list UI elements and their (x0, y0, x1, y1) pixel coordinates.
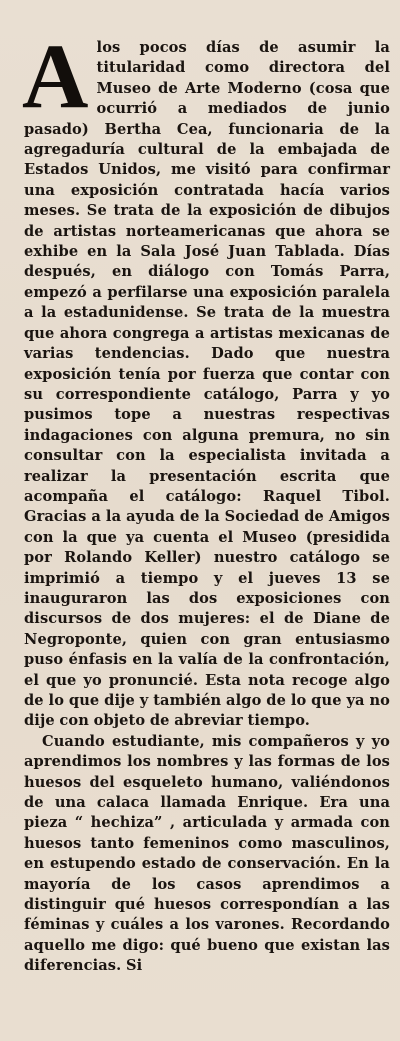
article-paragraph-2 (24, 732, 390, 977)
article-column (22, 25, 390, 977)
article-paragraph-1 (22, 25, 390, 732)
paragraph-1-text: los pocos días de asumir la titularidad como directora del Museo de Arte Moderno (cosa que ocurrió a mediados de junio pasado) Bertha Cea, funcionaria de la agregaduría cultural de la embajada de Estados Unidos, me visitó para confirmar una exposición contratada hacía varios meses. Se trata de la exposición de dibujos de artistas norteamericanas que ahora se exhibe en la Sala José Juan Tablada. Días después, en diálogo con Tomás Parra, empezó a perfilarse una exposición paralela a la estadunidense. Se trata de la muestra que ahora congrega a artistas mexicanas de varias tendencias. Dado que nuestra exposición tenía por fuerza que contar con su correspondiente catálogo, Parra y yo pusimos tope a nuestras respectivas indagaciones con alguna premura, no sin consultar con la especialista invitada a realizar la presentación escrita que acompaña el catálogo: Raquel Tibol. Gracias a la ayuda de la Sociedad de Amigos con la que ya cuenta el Museo (presidida por Rolando Keller) nuestro catálogo se imprimió a tiempo y el jueves 13 se inauguraron las dos exposiciones con discursos de dos mujeres: el de Diane de Negroponte, quien con gran entusiasmo puso énfasis en la valía de la confrontación, el que yo pronuncié. Esta nota recoge algo de lo que dije y también algo de lo que ya no dije con objeto de abreviar tiempo. (24, 39, 390, 730)
drop-cap-letter: A (22, 25, 89, 127)
paragraph-2-text: Cuando estudiante, mis compañeros y yo aprendimos los nombres y las formas de los huesos del esqueleto humano, valiéndonos de una calaca llamada Enrique. Era una pieza “ hechiza” , articulada y armada con huesos tanto femeninos como masculinos, en estupendo estado de conservación. En la mayoría de los casos aprendimos a distinguir qué huesos correspondían a las féminas y cuáles a los varones. Recordando aquello me digo: qué bueno que existan las diferencias. Si (24, 732, 390, 975)
